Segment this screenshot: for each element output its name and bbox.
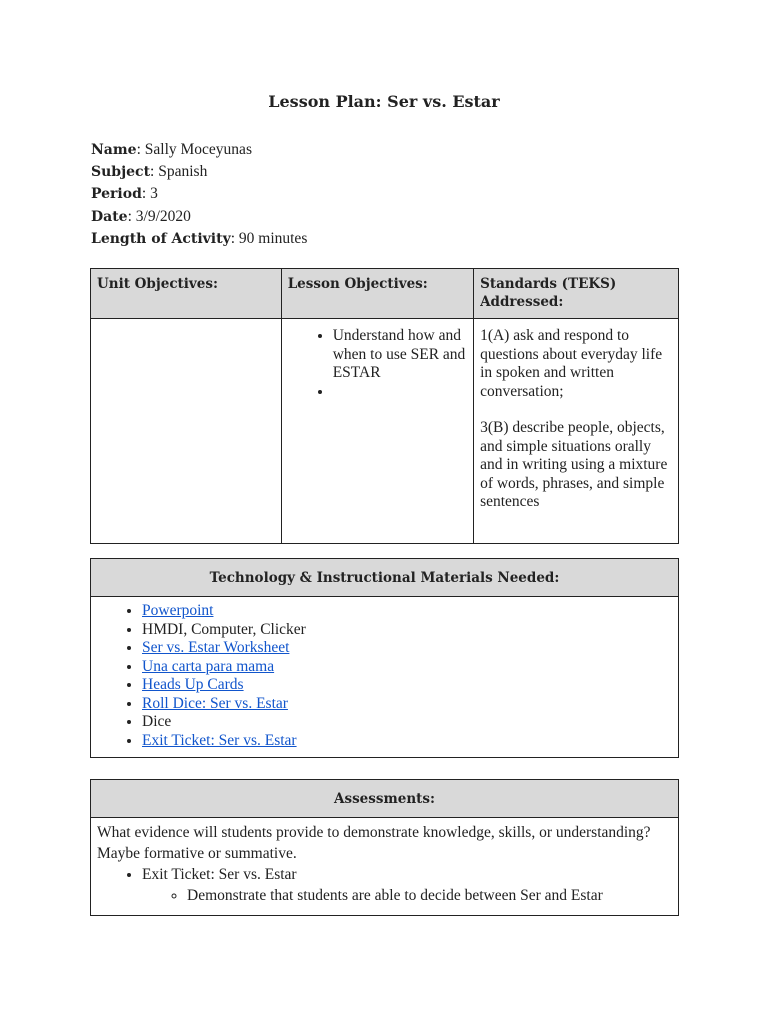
- material-item[interactable]: [142, 639, 678, 658]
- material-item[interactable]: [142, 658, 678, 677]
- meta-length: Length of Activity: 90 minutes: [91, 229, 308, 247]
- material-item[interactable]: [142, 676, 678, 695]
- materials-header: Technology & Instructional Materials Needed:: [91, 559, 679, 597]
- objectives-table: [90, 268, 679, 544]
- unit-objectives-cell: [91, 319, 282, 544]
- material-link[interactable]: Ser vs. Estar Worksheet: [142, 639, 290, 656]
- meta-date: Date: 3/9/2020: [91, 207, 191, 225]
- header-unit-objectives: Unit Objectives:: [91, 269, 282, 319]
- materials-cell: [91, 597, 679, 758]
- materials-table: [90, 558, 679, 758]
- assessment-subitem: ◦ Demonstrate that students are able to decide between Ser and Estar: [187, 885, 672, 906]
- header-standards: Standards (TEKS) Addressed:: [474, 269, 679, 319]
- material-item: • Dice: [142, 713, 678, 732]
- material-item[interactable]: [142, 602, 678, 621]
- lesson-objective-item: [333, 383, 473, 402]
- standard-item: 3(B) describe people, objects, and simple situations orally and in writing using a mixture of words, phrases, and simple sentences: [480, 419, 668, 510]
- material-link[interactable]: Powerpoint: [142, 602, 214, 619]
- header-lesson-objectives: Lesson Objectives:: [281, 269, 473, 319]
- assessment-item: • Exit Ticket: Ser vs. Estar ◦ Demonstrate that students are able to decide between Ser and Estar: [142, 864, 672, 906]
- meta-period: Period: 3: [91, 185, 158, 203]
- standard-item: 1(A) ask and respond to questions about everyday life in spoken and written conversation;: [480, 327, 663, 400]
- lesson-objectives-cell: [281, 319, 473, 544]
- assessments-cell: [91, 818, 679, 916]
- assessment-prompt: What evidence will students provide to demonstrate knowledge, skills, or understanding? Maybe formative or summative.: [97, 824, 651, 862]
- material-item: • HMDI, Computer, Clicker: [142, 621, 678, 640]
- material-item[interactable]: [142, 695, 678, 714]
- meta-name: Name: Sally Moceyunas: [91, 141, 252, 158]
- material-link[interactable]: Roll Dice: Ser vs. Estar: [142, 694, 288, 712]
- material-link[interactable]: Una carta para mama: [142, 657, 275, 675]
- material-link[interactable]: Heads Up Cards: [142, 676, 244, 693]
- lesson-meta: [91, 139, 307, 250]
- material-link[interactable]: Exit Ticket: Ser vs. Estar: [142, 731, 297, 749]
- lesson-objective-item: • Understand how and when to use SER and ESTAR: [333, 327, 473, 383]
- page-title: Lesson Plan: Ser vs. Estar: [268, 92, 500, 111]
- standards-cell: [474, 319, 679, 544]
- materials-list: [91, 602, 678, 750]
- assessments-table: [90, 779, 679, 916]
- material-item[interactable]: [142, 732, 678, 751]
- assessments-header: Assessments:: [91, 780, 679, 818]
- meta-subject: Subject: Spanish: [91, 163, 208, 181]
